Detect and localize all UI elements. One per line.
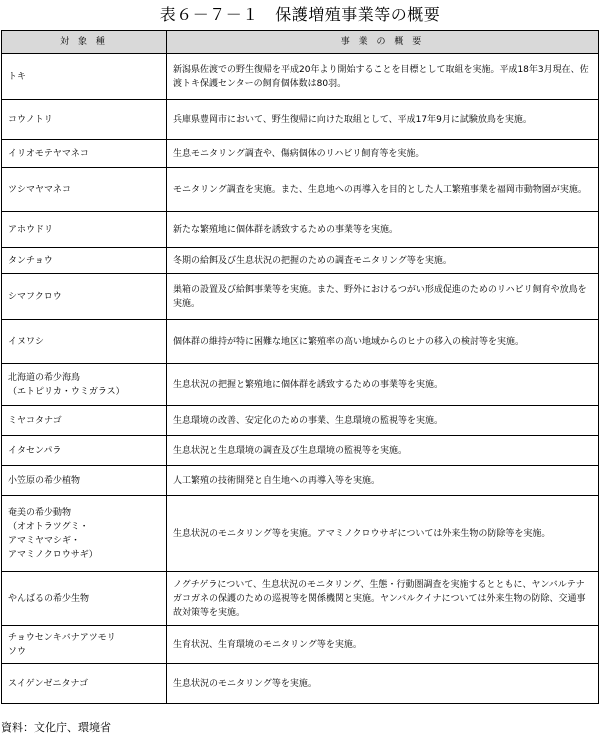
project-summary: 生息状況と生息環境の調査及び生息環境の監視等を実施。 xyxy=(167,436,599,466)
species-name: シマフクロウ xyxy=(2,274,167,320)
species-name: チョウセンキバナアツモリ ソウ xyxy=(2,626,167,664)
species-name: 北海道の希少海鳥 （エトピリカ・ウミガラス） xyxy=(2,364,167,406)
species-name: イタセンパラ xyxy=(2,436,167,466)
species-name: イヌワシ xyxy=(2,320,167,364)
table-row xyxy=(2,496,599,572)
project-summary: 生息環境の改善、安定化のための事業、生息環境の監視等を実施。 xyxy=(167,406,599,436)
species-name: スイゲンゼニタナゴ xyxy=(2,664,167,704)
project-summary: 巣箱の設置及び給餌事業等を実施。また、野外におけるつがい形成促進のためのリハビリ飼育や放鳥を実施。 xyxy=(167,274,599,320)
species-name: 小笠原の希少植物 xyxy=(2,466,167,496)
species-name: やんばるの希少生物 xyxy=(2,572,167,626)
header-target-species: 対 象 種 xyxy=(2,31,167,54)
species-name: 奄美の希少動物 （オオトラツグミ・ アマミヤマシギ・ アマミノクロウサギ） xyxy=(2,496,167,572)
project-summary: 生息モニタリング調査や、傷病個体のリハビリ飼育等を実施。 xyxy=(167,140,599,168)
project-summary: 冬期の給餌及び生息状況の把握のための調査モニタリング等を実施。 xyxy=(167,248,599,274)
project-summary: 生育状況、生育環境のモニタリング等を実施。 xyxy=(167,626,599,664)
project-summary: 新潟県佐渡での野生復帰を平成20年より開始することを目標として取組を実施。平成18年3月現在、佐渡トキ保護センターの飼育個体数は80羽。 xyxy=(167,54,599,100)
project-summary: 生息状況の把握と繁殖地に個体群を誘致するための事業等を実施。 xyxy=(167,364,599,406)
table-row xyxy=(2,212,599,248)
project-summary: モニタリング調査を実施。また、生息地への再導入を目的とした人工繁殖事業を福岡市動物園が実施。 xyxy=(167,168,599,212)
species-name: タンチョウ xyxy=(2,248,167,274)
table-row xyxy=(2,626,599,664)
project-summary: ノグチゲラについて、生息状況のモニタリング、生態・行動圏調査を実施するとともに、ヤンバルテナガコガネの保護のための巡視等を関係機関と実施。ヤンバルクイナについては外来生物の防除、交通事故対策等を実施。 xyxy=(167,572,599,626)
table-row xyxy=(2,436,599,466)
table-row xyxy=(2,572,599,626)
species-name: イリオモテヤマネコ xyxy=(2,140,167,168)
table-row xyxy=(2,168,599,212)
table-title: 表６－７－１ 保護増殖事業等の概要 xyxy=(159,5,441,24)
species-name: ツシマヤマネコ xyxy=(2,168,167,212)
species-name: トキ xyxy=(2,54,167,100)
species-name: コウノトリ xyxy=(2,100,167,140)
project-summary: 生息状況のモニタリング等を実施。 xyxy=(167,664,599,704)
project-summary: 生息状況のモニタリング等を実施。アマミノクロウサギについては外来生物の防除等を実施。 xyxy=(167,496,599,572)
table-row xyxy=(2,140,599,168)
species-name: アホウドリ xyxy=(2,212,167,248)
table-row xyxy=(2,664,599,704)
conservation-table xyxy=(1,30,599,704)
table-row xyxy=(2,364,599,406)
table-row xyxy=(2,100,599,140)
project-summary: 人工繁殖の技術開発と自生地への再導入等を実施。 xyxy=(167,466,599,496)
header-project-summary: 事 業 の 概 要 xyxy=(167,31,599,54)
table-header-row xyxy=(2,31,599,54)
source-note: 資料：文化庁、環境省 xyxy=(1,721,111,734)
project-summary: 個体群の維持が特に困難な地区に繁殖率の高い地域からのヒナの移入の検討等を実施。 xyxy=(167,320,599,364)
table-row xyxy=(2,274,599,320)
project-summary: 新たな繁殖地に個体群を誘致するための事業等を実施。 xyxy=(167,212,599,248)
table-row xyxy=(2,466,599,496)
table-row xyxy=(2,248,599,274)
table-row xyxy=(2,320,599,364)
table-row xyxy=(2,54,599,100)
species-name: ミヤコタナゴ xyxy=(2,406,167,436)
table-row xyxy=(2,406,599,436)
project-summary: 兵庫県豊岡市において、野生復帰に向けた取組として、平成17年9月に試験放鳥を実施。 xyxy=(167,100,599,140)
